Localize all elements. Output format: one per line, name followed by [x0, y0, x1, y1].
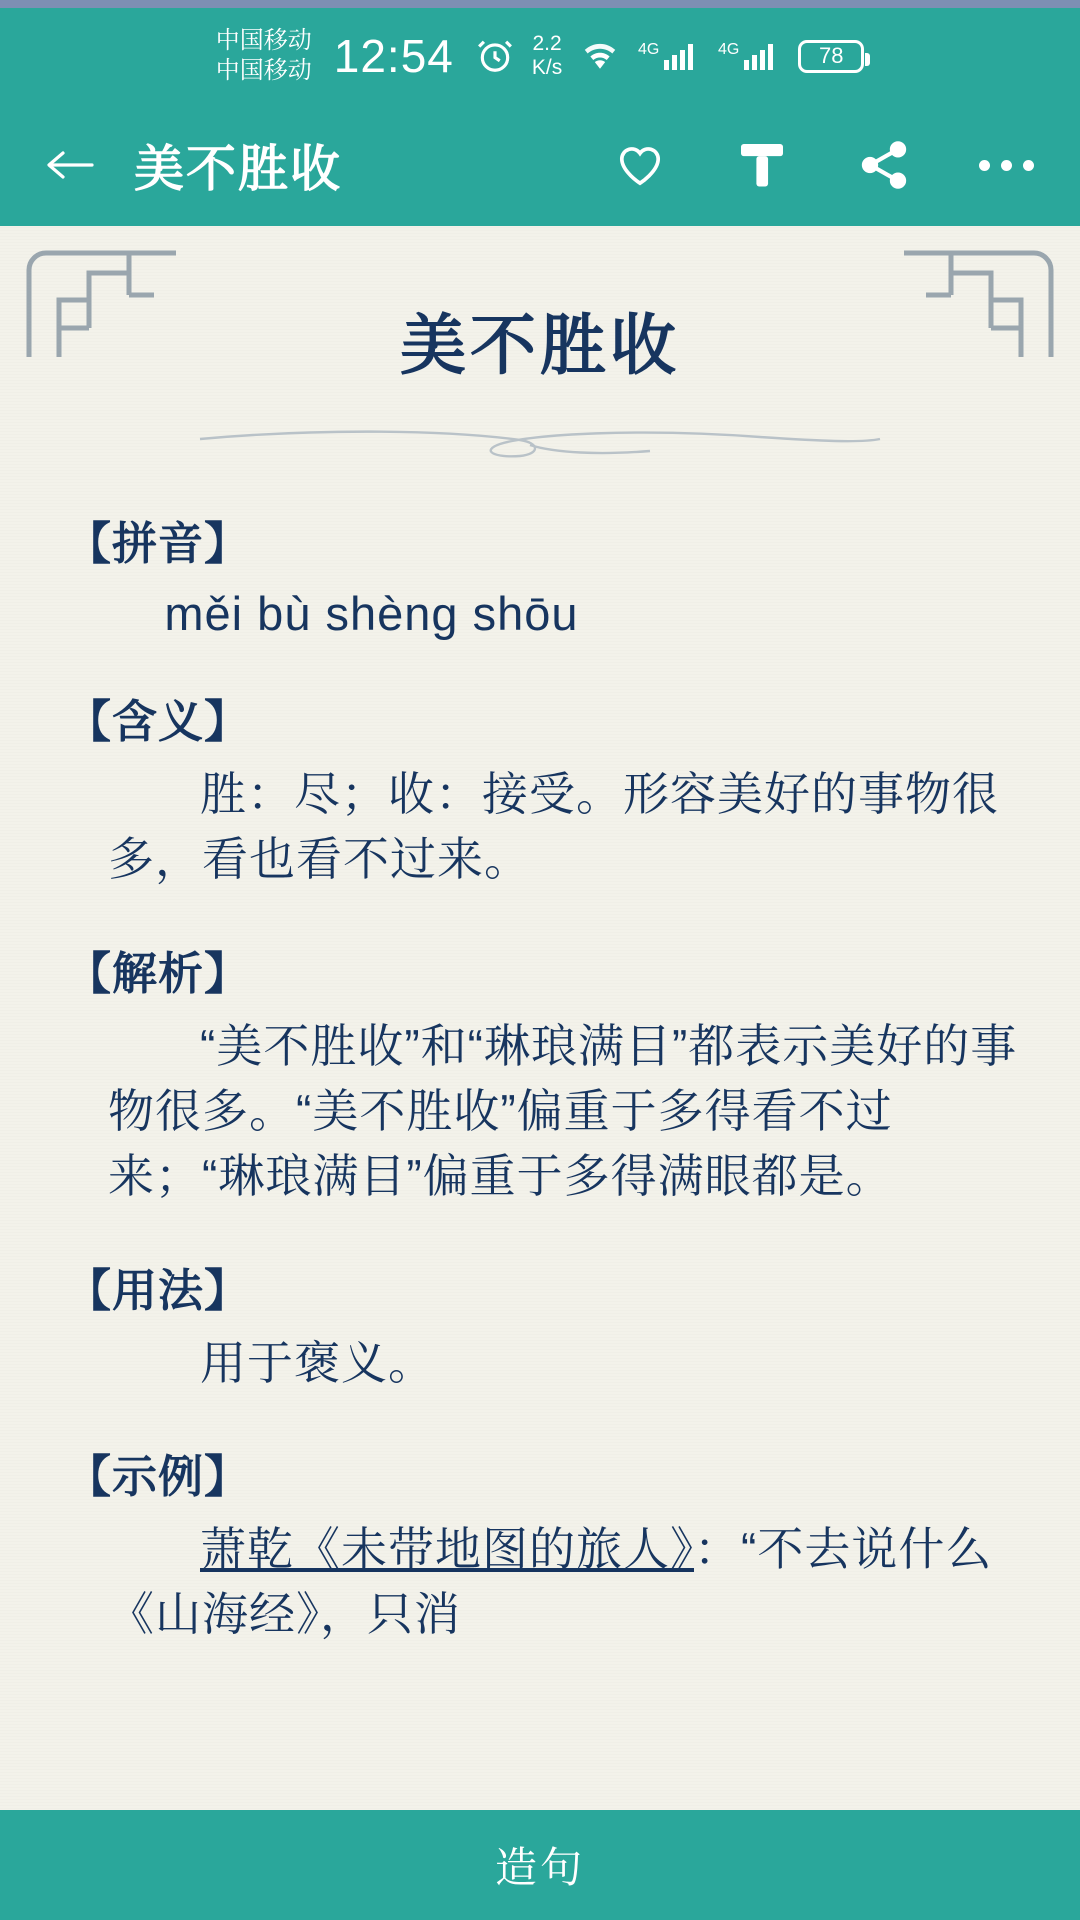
status-clock: 12:54	[333, 30, 454, 82]
meaning-text: 胜：尽；收：接受。形容美好的事物很多，看也看不过来。	[108, 768, 999, 886]
make-sentence-button[interactable]: 造句	[0, 1810, 1080, 1920]
section-heading: 【解析】	[66, 947, 251, 999]
section-example	[40, 1440, 1040, 1648]
analysis-text: “美不胜收”和“琳琅满目”都表示美好的事物很多。“美不胜收”偏重于多得看不过来；“琳琅满目”偏重于多得满眼都是。	[108, 1019, 1018, 1203]
share-button[interactable]	[852, 133, 916, 197]
section-pinyin	[40, 507, 1040, 641]
example-quote: ：“不去说什么《山海经》，只消	[108, 1522, 993, 1641]
top-hairline	[0, 0, 1080, 8]
wifi-icon	[580, 40, 620, 72]
network-speed	[532, 32, 562, 80]
section-usage	[40, 1254, 1040, 1396]
network-speed-unit: K/s	[531, 56, 563, 79]
idiom-title: 美不胜收	[400, 308, 680, 382]
back-button[interactable]	[34, 129, 106, 201]
page-title: 美不胜收	[134, 141, 342, 197]
carrier-label	[216, 26, 312, 86]
section-meaning	[40, 685, 1040, 893]
usage-text: 用于褒义。	[200, 1336, 435, 1389]
svg-text:4G: 4G	[638, 41, 660, 58]
battery-icon	[798, 40, 864, 73]
title-divider	[190, 423, 890, 463]
more-options-button[interactable]	[974, 133, 1038, 197]
idiom-document	[0, 226, 1080, 1648]
network-speed-value: 2.2	[532, 32, 562, 55]
status-icons	[476, 32, 864, 80]
status-bar	[0, 8, 1080, 104]
pinyin-text: měi bù shèng shōu	[164, 587, 579, 640]
app-bar-actions	[608, 133, 1046, 197]
font-size-icon	[734, 137, 790, 193]
battery-level: 78	[818, 43, 844, 68]
example-text	[108, 1517, 1020, 1648]
example-source-link[interactable]: 萧乾《未带地图的旅人》	[200, 1522, 694, 1575]
favorite-button[interactable]	[608, 133, 672, 197]
font-size-button[interactable]	[730, 133, 794, 197]
share-icon	[856, 137, 912, 193]
arrow-left-icon	[44, 144, 96, 186]
section-analysis	[40, 937, 1040, 1210]
signal-icon	[638, 38, 700, 74]
section-heading: 【用法】	[66, 1264, 251, 1316]
signal-icon-2	[718, 38, 780, 74]
app-bar	[0, 104, 1080, 226]
scroll-container[interactable]	[0, 226, 1080, 1920]
section-heading: 【示例】	[66, 1450, 251, 1502]
section-heading: 【拼音】	[66, 518, 251, 569]
section-heading: 【含义】	[66, 696, 251, 747]
heart-icon	[612, 139, 668, 191]
carrier-line-2: 中国移动	[215, 57, 312, 84]
svg-text:4G: 4G	[718, 41, 740, 58]
content-area[interactable]	[0, 226, 1080, 1920]
alarm-icon	[476, 37, 514, 75]
overflow-menu-icon	[979, 160, 1034, 171]
carrier-line-1: 中国移动	[215, 27, 312, 54]
